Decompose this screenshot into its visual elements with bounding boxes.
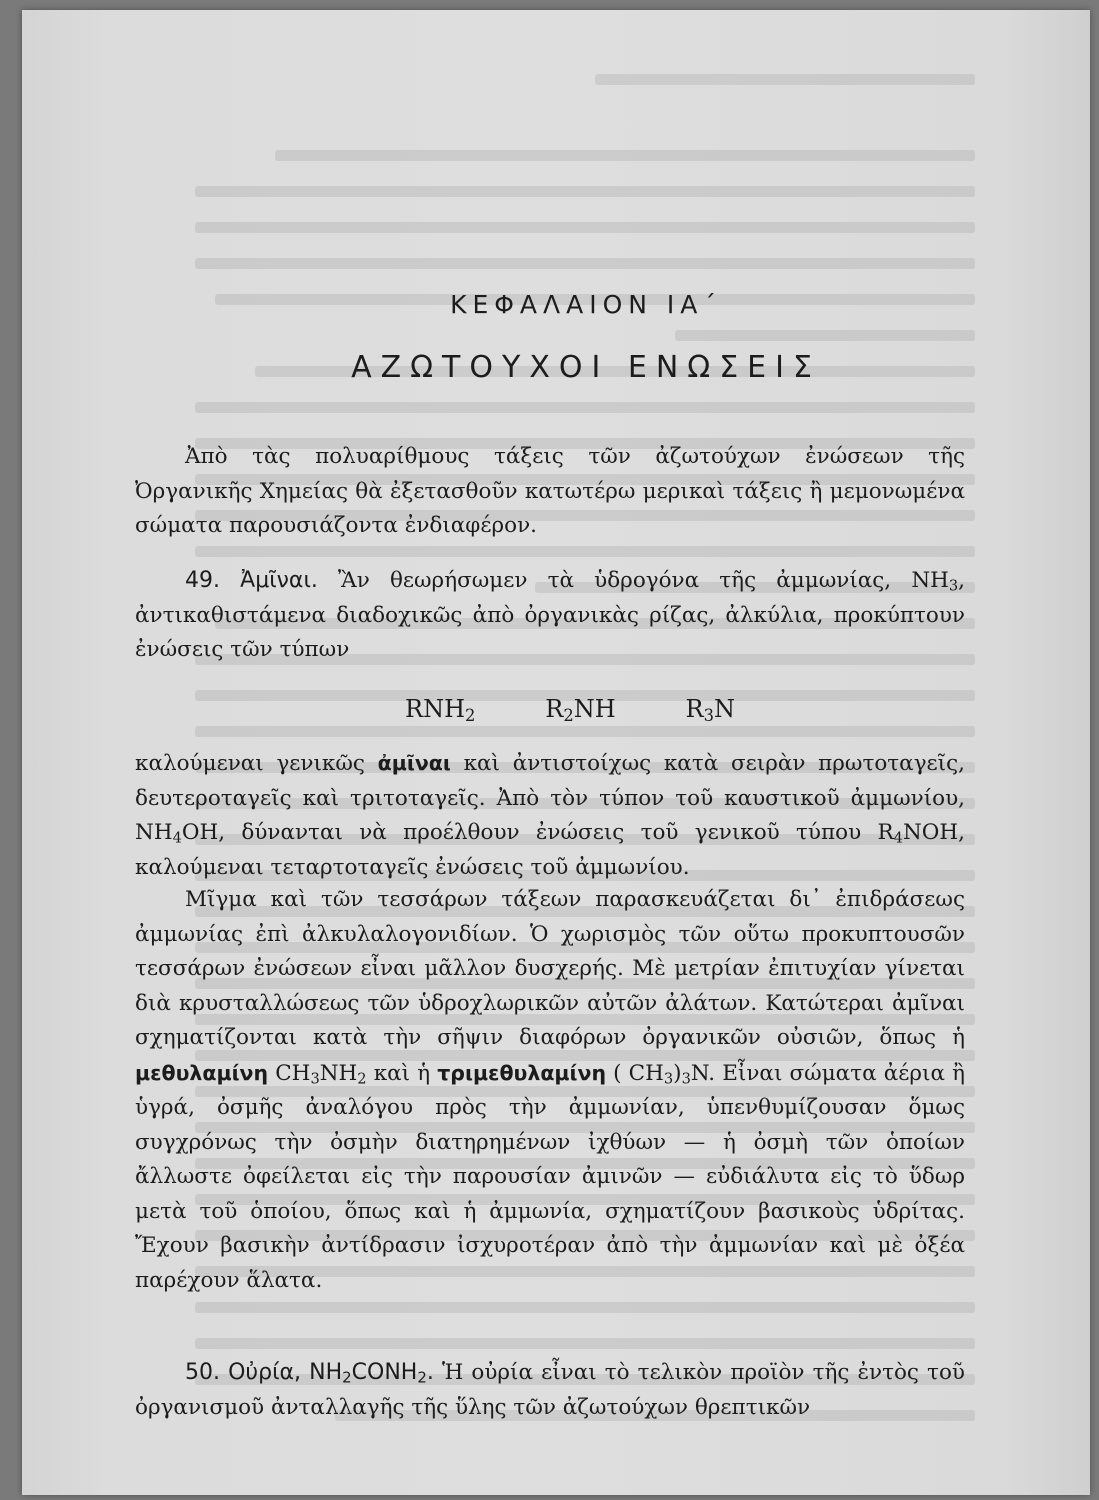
book-page <box>22 10 1090 1495</box>
section-50-number: 50. <box>185 1360 220 1385</box>
amines-text-4: , καλούμεναι τεταρτοταγεῖς ἐνώσεις τοῦ ἀμμωνίου. <box>135 820 965 880</box>
section-49-number: 49. <box>185 568 220 593</box>
section-50-paragraph <box>135 1356 965 1425</box>
methylamine-formula: $CH_3NH_2$ <box>275 1060 367 1088</box>
chapter-label: ΚΕΦΑΛΑΙΟΝ ΙΑ΄ <box>450 290 722 319</box>
section-49-preparation-paragraph <box>135 883 965 1298</box>
section-50-text: Ἡ οὐρία εἶναι τὸ τελικὸν προϊὸν τῆς ἐντὸς τοῦ ὀργανισμοῦ ἀνταλλαγῆς τῆς ὕλης τῶν ἀζωτούχων θρεπτικῶν <box>135 1360 965 1420</box>
amines-text-3: , δύνανται νὰ προέλθουν ἐνώσεις τοῦ γενικοῦ τύπου <box>218 820 862 845</box>
ammonium-hydroxide-formula: $NH_4OH$ <box>135 820 219 847</box>
amines-term: ἀμῖναι <box>377 751 451 775</box>
chapter-title: ΑΖΩΤΟΥΧΟΙ ΕΝΩΣΕΙΣ <box>351 350 821 385</box>
amines-text-2: καὶ ἀντιστοίχως κατὰ σειρὰν πρωτοταγεῖς, δευτεροταγεῖς καὶ τριτοταγεῖς. Ἀπὸ τὸν τύπον τοῦ καυστικοῦ ἀμμωνίου, <box>135 751 965 811</box>
preparation-and: καὶ ἡ <box>373 1060 431 1086</box>
methylamine-term: μεθυλαμίνη <box>135 1060 269 1085</box>
section-49-paragraph <box>135 564 965 668</box>
tertiary-amine-formula: $R_3N$ <box>685 695 735 726</box>
section-49-text-after-formula: , ἀντικαθιστάμενα διαδοχικῶς ἀπὸ ὀργανικὰς ρίζας, ἀλκύλια, προκύπτουν ἐνώσεις τῶν τύπων <box>135 568 966 662</box>
amines-text-1: καλούμεναι γενικῶς <box>135 751 365 776</box>
section-50-heading: Οὐρία, <box>228 1360 302 1385</box>
trimethylamine-term: τριμεθυλαμίνη <box>437 1060 607 1085</box>
intro-paragraph <box>135 440 965 544</box>
amine-formulas <box>405 695 735 726</box>
ammonia-formula: $NH_3$ <box>911 568 959 595</box>
urea-formula: $NH_2CONH_2$. <box>309 1360 434 1387</box>
section-49-heading: Ἀμῖναι. <box>240 568 318 593</box>
primary-amine-formula: $RNH_2$ <box>405 695 476 726</box>
intro-text: Ἀπὸ τὰς πολυαρίθμους τάξεις τῶν ἀζωτούχων ἐνώσεων τῆς Ὀργανικῆς Χημείας θὰ ἐξετασθοῦν κατωτέρω μερικαὶ τάξεις ἢ μεμονωμένα σώματα παρουσιάζοντα ἐνδιαφέρον. <box>135 444 965 538</box>
trimethylamine-formula: ( $CH_3)_3N$ <box>613 1060 709 1088</box>
section-49-text-before-formula: Ἂν θεωρήσωμεν τὰ ὑδρογόνα τῆς ἀμμωνίας, <box>338 568 892 593</box>
secondary-amine-formula: $R_2NH$ <box>545 695 616 726</box>
quaternary-ammonium-formula: $R_4NOH$ <box>877 820 959 847</box>
preparation-text-2: . Εἶναι σώματα ἀέρια ἢ ὑγρά, ὀσμῆς ἀναλόγου πρὸς τὴν ἀμμωνίαν, ὑπενθυμίζουσαν ὅμως συγχρόνως τὴν ὀσμὴν διατηρημένων ἰχθύων — ἡ ὀσμὴ τῶν ὁποίων ἄλλωστε ὀφείλεται εἰς τὴν παρουσίαν ἀμινῶν — εὐδιάλυτα εἰς τὸ ὕδωρ μετὰ τοῦ ὁποίου, ὅπως καὶ ἡ ἀμμωνία, σχηματίζουν βασικοὺς ὑδρίτας. Ἔχουν βασικὴν ἀντίδρασιν ἰσχυροτέραν ἀπὸ τὴν ἀμμωνίαν καὶ μὲ ὀξέα παρέχουν ἅλατα. <box>135 1060 965 1293</box>
preparation-text-1: Μῖγμα καὶ τῶν τεσσάρων τάξεων παρασκευάζεται δι᾽ ἐπιδράσεως ἀμμωνίας ἐπὶ ἀλκυλαλογονιδίων. Ὁ χωρισμὸς τῶν οὕτω προκυπτουσῶν τεσσάρων ἐνώσεων εἶναι μᾶλλον δυσχερής. Μὲ μετρίαν ἐπιτυχίαν γίνεται διὰ κρυσταλλώσεως τῶν ὑδροχλωρικῶν αὐτῶν ἀλάτων. Κατώτεραι ἀμῖναι σχηματίζονται κατὰ τὴν σῆψιν διαφόρων ὀργανικῶν οὐσιῶν, ὅπως ἡ <box>135 887 965 1050</box>
section-49-definition-paragraph <box>135 746 965 885</box>
